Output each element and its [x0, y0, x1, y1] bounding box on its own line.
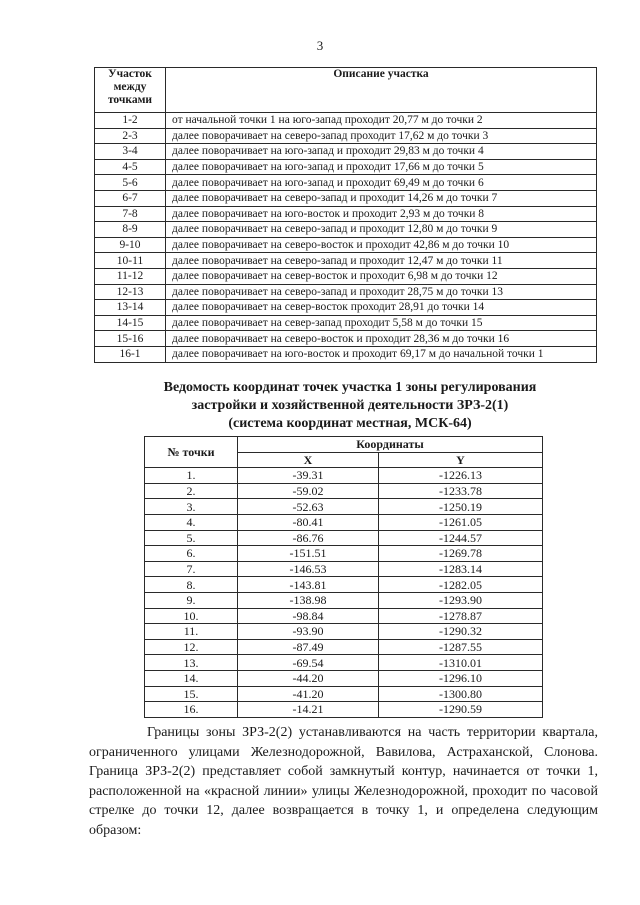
y-coordinate-cell: -1310.01 [379, 655, 543, 671]
segment-cell: 2-3 [95, 128, 166, 144]
table2-row [145, 499, 543, 515]
table1-row [95, 237, 597, 253]
segment-cell: 1-2 [95, 113, 166, 129]
table2-row [145, 608, 543, 624]
description-cell: далее поворачивает на северо-восток и проходит 42,86 м до точки 10 [166, 237, 597, 253]
paragraph-text: Границы зоны ЗРЗ-2(2) устанавливаются на часть территории квартала, ограниченного улицами Железнодорожной, Вавилова, Астраханской, Слонова. Граница ЗРЗ-2(2) представляет собой замкнутый контур, начинается от точки 1, расположенной на «красной линии» улицы Железнодорожной, проходит по часовой стрелке до точки 12, далее возвращается в точку 1, и определена следующим образом: [89, 725, 598, 838]
table2-row [145, 530, 543, 546]
table1-row [95, 222, 597, 238]
x-coordinate-cell: -143.81 [238, 577, 379, 593]
y-coordinate-cell: -1278.87 [379, 608, 543, 624]
description-cell: далее поворачивает на север-запад проходит 5,58 м до точки 15 [166, 315, 597, 331]
segment-cell: 11-12 [95, 268, 166, 284]
table1-row [95, 284, 597, 300]
heading-line-1: Ведомость координат точек участка 1 зоны регулирования [163, 380, 537, 395]
point-number-cell: 8. [145, 577, 238, 593]
point-number-cell: 7. [145, 561, 238, 577]
x-coordinate-cell: -44.20 [238, 670, 379, 686]
segment-cell: 5-6 [95, 175, 166, 191]
description-cell: от начальной точки 1 на юго-запад проходит 20,77 м до точки 2 [166, 113, 597, 129]
table1-header-description: Описание участка [166, 68, 597, 113]
table1-row [95, 128, 597, 144]
y-coordinate-cell: -1300.80 [379, 686, 543, 702]
segment-cell: 9-10 [95, 237, 166, 253]
table1-row [95, 206, 597, 222]
description-cell: далее поворачивает на север-восток и проходит 6,98 м до точки 12 [166, 268, 597, 284]
point-number-cell: 11. [145, 624, 238, 640]
description-cell: далее поворачивает на юго-восток и проходит 69,17 м до начальной точки 1 [166, 346, 597, 362]
x-coordinate-cell: -80.41 [238, 514, 379, 530]
segment-cell: 4-5 [95, 159, 166, 175]
table2-header-y: Y [379, 452, 543, 468]
y-coordinate-cell: -1290.59 [379, 702, 543, 718]
description-cell: далее поворачивает на северо-запад и проходит 14,26 м до точки 7 [166, 190, 597, 206]
table1-row [95, 253, 597, 269]
y-coordinate-cell: -1261.05 [379, 514, 543, 530]
segment-cell: 7-8 [95, 206, 166, 222]
y-coordinate-cell: -1226.13 [379, 468, 543, 484]
table2-row [145, 639, 543, 655]
table2-header-point-number: № точки [145, 437, 238, 468]
description-cell: далее поворачивает на северо-запад проходит 17,62 м до точки 3 [166, 128, 597, 144]
x-coordinate-cell: -138.98 [238, 592, 379, 608]
description-cell: далее поворачивает на северо-запад и проходит 12,80 м до точки 9 [166, 222, 597, 238]
table2-row [145, 514, 543, 530]
table1-row [95, 175, 597, 191]
x-coordinate-cell: -86.76 [238, 530, 379, 546]
x-coordinate-cell: -39.31 [238, 468, 379, 484]
coordinates-table [144, 436, 543, 718]
description-cell: далее поворачивает на северо-запад и проходит 12,47 м до точки 11 [166, 253, 597, 269]
description-cell: далее поворачивает на север-восток проходит 28,91 до точки 14 [166, 300, 597, 316]
table2-header-x: X [238, 452, 379, 468]
segment-cell: 8-9 [95, 222, 166, 238]
table1-row [95, 315, 597, 331]
point-number-cell: 2. [145, 483, 238, 499]
table1-row [95, 331, 597, 347]
table1-row [95, 300, 597, 316]
x-coordinate-cell: -93.90 [238, 624, 379, 640]
y-coordinate-cell: -1269.78 [379, 546, 543, 562]
x-coordinate-cell: -98.84 [238, 608, 379, 624]
point-number-cell: 14. [145, 670, 238, 686]
point-number-cell: 10. [145, 608, 238, 624]
heading-line-2: застройки и хозяйственной деятельности ЗРЗ-2(1) [191, 398, 509, 413]
table1-row [95, 346, 597, 362]
table2-row [145, 483, 543, 499]
point-number-cell: 13. [145, 655, 238, 671]
table1-row [95, 113, 597, 129]
x-coordinate-cell: -14.21 [238, 702, 379, 718]
x-coordinate-cell: -151.51 [238, 546, 379, 562]
y-coordinate-cell: -1296.10 [379, 670, 543, 686]
point-number-cell: 9. [145, 592, 238, 608]
table2-row [145, 702, 543, 718]
description-cell: далее поворачивает на юго-запад и проходит 17,66 м до точки 5 [166, 159, 597, 175]
segment-cell: 3-4 [95, 144, 166, 160]
table2-row [145, 670, 543, 686]
y-coordinate-cell: -1282.05 [379, 577, 543, 593]
table2-row [145, 624, 543, 640]
segment-cell: 13-14 [95, 300, 166, 316]
segment-cell: 12-13 [95, 284, 166, 300]
x-coordinate-cell: -59.02 [238, 483, 379, 499]
table2-header-coordinates: Координаты [238, 437, 543, 453]
x-coordinate-cell: -69.54 [238, 655, 379, 671]
segment-cell: 14-15 [95, 315, 166, 331]
point-number-cell: 3. [145, 499, 238, 515]
y-coordinate-cell: -1233.78 [379, 483, 543, 499]
x-coordinate-cell: -87.49 [238, 639, 379, 655]
table2-row [145, 686, 543, 702]
description-cell: далее поворачивает на юго-запад и проходит 69,49 м до точки 6 [166, 175, 597, 191]
description-cell: далее поворачивает на северо-восток и проходит 28,36 м до точки 16 [166, 331, 597, 347]
table2-row [145, 546, 543, 562]
table2-row [145, 577, 543, 593]
x-coordinate-cell: -146.53 [238, 561, 379, 577]
segment-cell: 10-11 [95, 253, 166, 269]
segment-cell: 6-7 [95, 190, 166, 206]
description-cell: далее поворачивает на юго-восток и проходит 2,93 м до точки 8 [166, 206, 597, 222]
x-coordinate-cell: -41.20 [238, 686, 379, 702]
point-number-cell: 15. [145, 686, 238, 702]
table1-row [95, 159, 597, 175]
zone-description-paragraph [89, 723, 598, 840]
boundary-description-table [94, 67, 597, 363]
y-coordinate-cell: -1287.55 [379, 639, 543, 655]
description-cell: далее поворачивает на юго-запад и проходит 29,83 м до точки 4 [166, 144, 597, 160]
y-coordinate-cell: -1290.32 [379, 624, 543, 640]
point-number-cell: 6. [145, 546, 238, 562]
segment-cell: 15-16 [95, 331, 166, 347]
heading-line-3: (система координат местная, МСК-64) [228, 416, 472, 431]
segment-cell: 16-1 [95, 346, 166, 362]
table2-row [145, 468, 543, 484]
y-coordinate-cell: -1250.19 [379, 499, 543, 515]
description-cell: далее поворачивает на северо-запад и проходит 28,75 м до точки 13 [166, 284, 597, 300]
table2-row [145, 561, 543, 577]
y-coordinate-cell: -1244.57 [379, 530, 543, 546]
table2-row [145, 592, 543, 608]
point-number-cell: 5. [145, 530, 238, 546]
point-number-cell: 1. [145, 468, 238, 484]
x-coordinate-cell: -52.63 [238, 499, 379, 515]
y-coordinate-cell: -1283.14 [379, 561, 543, 577]
table1-header-segment: Участок между точками [95, 68, 166, 113]
point-number-cell: 16. [145, 702, 238, 718]
page-number: 3 [316, 38, 324, 53]
point-number-cell: 4. [145, 514, 238, 530]
table1-row [95, 144, 597, 160]
table1-row [95, 268, 597, 284]
point-number-cell: 12. [145, 639, 238, 655]
coordinates-heading [0, 379, 640, 433]
table1-row [95, 190, 597, 206]
y-coordinate-cell: -1293.90 [379, 592, 543, 608]
table2-row [145, 655, 543, 671]
